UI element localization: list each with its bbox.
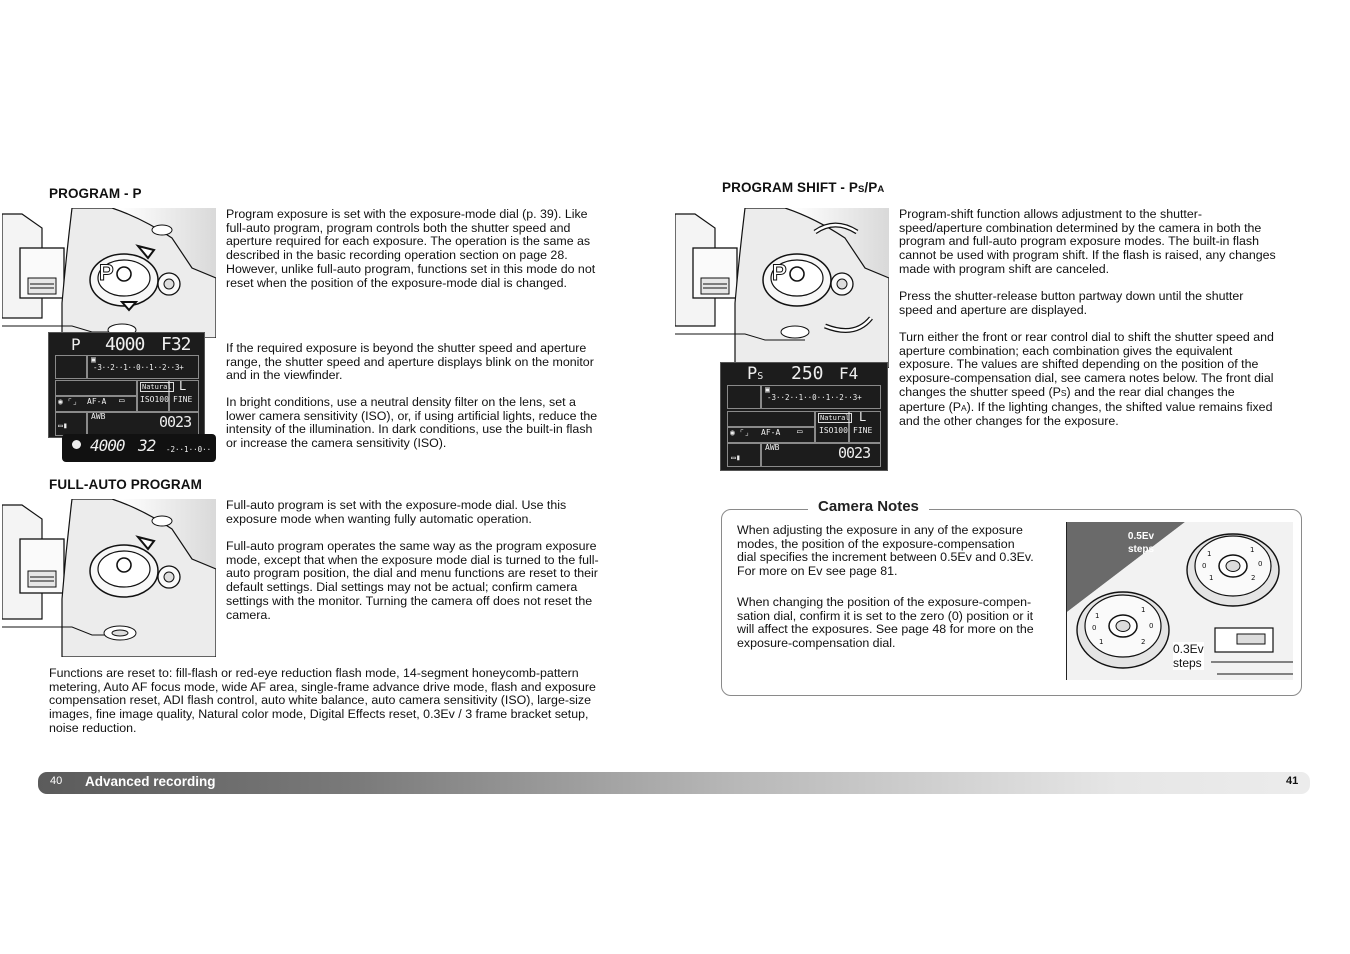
shift-lcd-scale: -3··2··1··0··1··2··3+ xyxy=(767,393,862,402)
svg-text:1: 1 xyxy=(1141,606,1146,614)
exposure-compensation-dial-illustration xyxy=(1066,522,1293,680)
camera-notes-paragraph-1: When adjusting the exposure in any of the exposure modes, the position of the exposure-compensation dial specifies the increment between 0.5Ev and 0.3Ev. For more on Ev see page 81. xyxy=(737,523,1034,579)
shift-lcd-size: L xyxy=(859,410,867,424)
svg-text:2: 2 xyxy=(1141,638,1146,646)
exposure-comp-icon: ▣ xyxy=(91,355,96,364)
shift-lcd-count: 0023 xyxy=(838,444,871,462)
shift-lcd-quality: FINE xyxy=(853,426,873,435)
lcd-wb: AWB xyxy=(91,412,106,421)
lcd-af: AF-A xyxy=(87,397,107,406)
footer-section-title: Advanced recording xyxy=(85,774,216,789)
shift-drive-icon: ▭ xyxy=(797,427,803,437)
svg-text:1: 1 xyxy=(1099,638,1104,646)
lcd-quality: FINE xyxy=(173,395,193,404)
label-05ev-steps: 0.5Ev steps xyxy=(1127,531,1155,555)
lcd-shutter: 4000 xyxy=(105,334,145,355)
battery-icon: ▭▮ xyxy=(58,421,68,430)
drive-icon: ▭ xyxy=(119,396,125,406)
shift-lcd-wb: AWB xyxy=(765,443,780,452)
shift-battery-icon: ▭▮ xyxy=(731,453,741,462)
shift-lcd-af: AF-A xyxy=(761,428,781,437)
dial-mode-label: P xyxy=(99,260,114,285)
program-shift-lcd-monitor xyxy=(720,362,888,471)
lcd-iso: ISO100 xyxy=(140,395,169,404)
program-shift-heading-s: S xyxy=(857,184,865,195)
shift-lcd-iso: ISO100 xyxy=(819,426,848,435)
lcd-mode: P xyxy=(71,335,81,354)
lcd-aperture: F32 xyxy=(161,334,191,355)
svg-text:1: 1 xyxy=(1207,550,1212,558)
shift-lcd-color-mode: Natural xyxy=(820,414,850,422)
lcd-size: L xyxy=(179,379,187,393)
dial-mode-label-shift: P xyxy=(772,260,787,285)
full-auto-heading: FULL-AUTO PROGRAM xyxy=(49,477,202,492)
program-shift-paragraph-1: Program-shift function allows adjustment to the shutter- speed/aperture combination determined by the camera in both the program and full-auto program exposure modes. The built-in flash cannot be used with program shift. If the flash is raised, any changes made with program shift are canceled. xyxy=(899,207,1276,276)
shift-lcd-shutter: 250 xyxy=(791,363,824,384)
program-shift-heading-sep: /P xyxy=(864,180,878,195)
program-paragraph-3: In bright conditions, use a neutral density filter on the lens, set a lower camera sensitivity (ISO), or, if using artificial lights, reduce the intensity of the illumination. In dark conditions, use the built-in flash or increase the camera sensitivity (ISO). xyxy=(226,395,598,451)
program-heading: PROGRAM - P xyxy=(49,186,142,201)
program-viewfinder xyxy=(62,434,216,462)
shift-lcd-aperture: F4 xyxy=(839,364,859,383)
shift-metering-icon: ◉ ⌜⌟ xyxy=(730,428,750,437)
program-shift-heading-main: PROGRAM SHIFT - P xyxy=(722,180,858,195)
svg-text:1: 1 xyxy=(1250,546,1255,554)
metering-icon: ◉ ⌜⌟ xyxy=(58,397,78,406)
svg-text:0: 0 xyxy=(1258,560,1263,568)
camera-top-drawing-3 xyxy=(675,208,889,368)
svg-text:0: 0 xyxy=(1092,624,1097,632)
program-paragraph-2: If the required exposure is beyond the shutter speed and aperture range, the shutter speed and aperture displays blink on the monitor and in the viewfinder. xyxy=(226,341,594,383)
full-auto-camera-illustration xyxy=(2,499,216,657)
focus-signal-icon xyxy=(72,440,81,449)
full-auto-paragraph-2: Full-auto program operates the same way as the program exposure mode, except that when the exposure mode dial is turned to the full- auto program position, the dial and menu functions are reset to their default settings. Dial settings may not be actual; confirm camera settings with the monitor. Turning the camera off does not reset the camera. xyxy=(226,539,599,622)
right-page-number: 41 xyxy=(1286,775,1299,787)
svg-text:0: 0 xyxy=(1202,562,1207,570)
svg-text:1: 1 xyxy=(1095,612,1100,620)
camera-notes-title: Camera Notes xyxy=(808,498,929,515)
lcd-color-mode: Natural xyxy=(142,383,172,391)
camera-top-drawing-2 xyxy=(2,499,216,657)
camera-notes-paragraph-2: When changing the position of the exposure-compen- sation dial, confirm it is set to the zero (0) position or it will affect the exposures. See page 48 for more on the exposure-compensation dial. xyxy=(737,595,1034,651)
program-shift-heading xyxy=(722,180,884,195)
svg-text:0: 0 xyxy=(1149,622,1154,630)
lcd-scale: -3··2··1··0··1··2··3+ xyxy=(93,363,184,372)
program-paragraph-1: Program exposure is set with the exposure-mode dial (p. 39). Like full-auto program, program controls both the shutter speed and aperture required for each exposure. The operation is the same as described in the basic recording operation section on page 28. However, unlike full-auto program, functions set in this mode do not reset when the position of the exposure-mode dial is changed. xyxy=(226,207,596,290)
shift-exposure-comp-icon: ▣ xyxy=(765,385,770,394)
footer-bar xyxy=(38,772,1310,794)
left-page-number: 40 xyxy=(50,775,63,787)
svg-text:1: 1 xyxy=(1209,574,1214,582)
program-shift-camera-illustration xyxy=(675,208,889,368)
svg-text:2: 2 xyxy=(1251,574,1256,582)
viewfinder-scale: -2··1··0·· xyxy=(166,445,212,454)
shift-lcd-mode: PS xyxy=(747,364,764,384)
program-lcd-monitor xyxy=(48,332,205,438)
functions-reset-paragraph: Functions are reset to: fill-flash or red-eye reduction flash mode, 14-segment honeycomb-pattern metering, Auto AF focus mode, wide AF area, single-frame advance drive mode, flash and exposure compensation reset, ADI flash control, auto white balance, auto camera sensitivity (ISO), large-size images, fine image quality, Natural color mode, Digital Effects reset, 0.3Ev / 3 frame bracket setup, noise reduction. xyxy=(49,666,596,735)
full-auto-paragraph-1: Full-auto program is set with the exposure-mode dial. Use this exposure mode when wanting fully automatic operation. xyxy=(226,498,567,526)
viewfinder-shutter: 4000 xyxy=(90,436,125,455)
program-camera-illustration xyxy=(2,208,216,338)
viewfinder-aperture: 32 xyxy=(138,436,156,455)
lcd-count: 0023 xyxy=(159,413,192,431)
program-shift-paragraph-3: Turn either the front or rear control dial to shift the shutter speed and aperture combination; each combination gives the equivalent exposure. The values are shifted depending on the position of the exposure-compensation dial, see camera notes below. The front dial changes the shutter speed (PS) and the rear dial changes the aperture (PA). If the lighting changes, the shifted value remains fixed and the other changes for the exposure. xyxy=(899,330,1274,429)
program-shift-heading-a: A xyxy=(877,184,885,195)
program-shift-paragraph-2: Press the shutter-release button partway down until the shutter speed and aperture are displayed. xyxy=(899,289,1244,317)
label-03ev-steps: 0.3Ev steps xyxy=(1173,642,1204,670)
